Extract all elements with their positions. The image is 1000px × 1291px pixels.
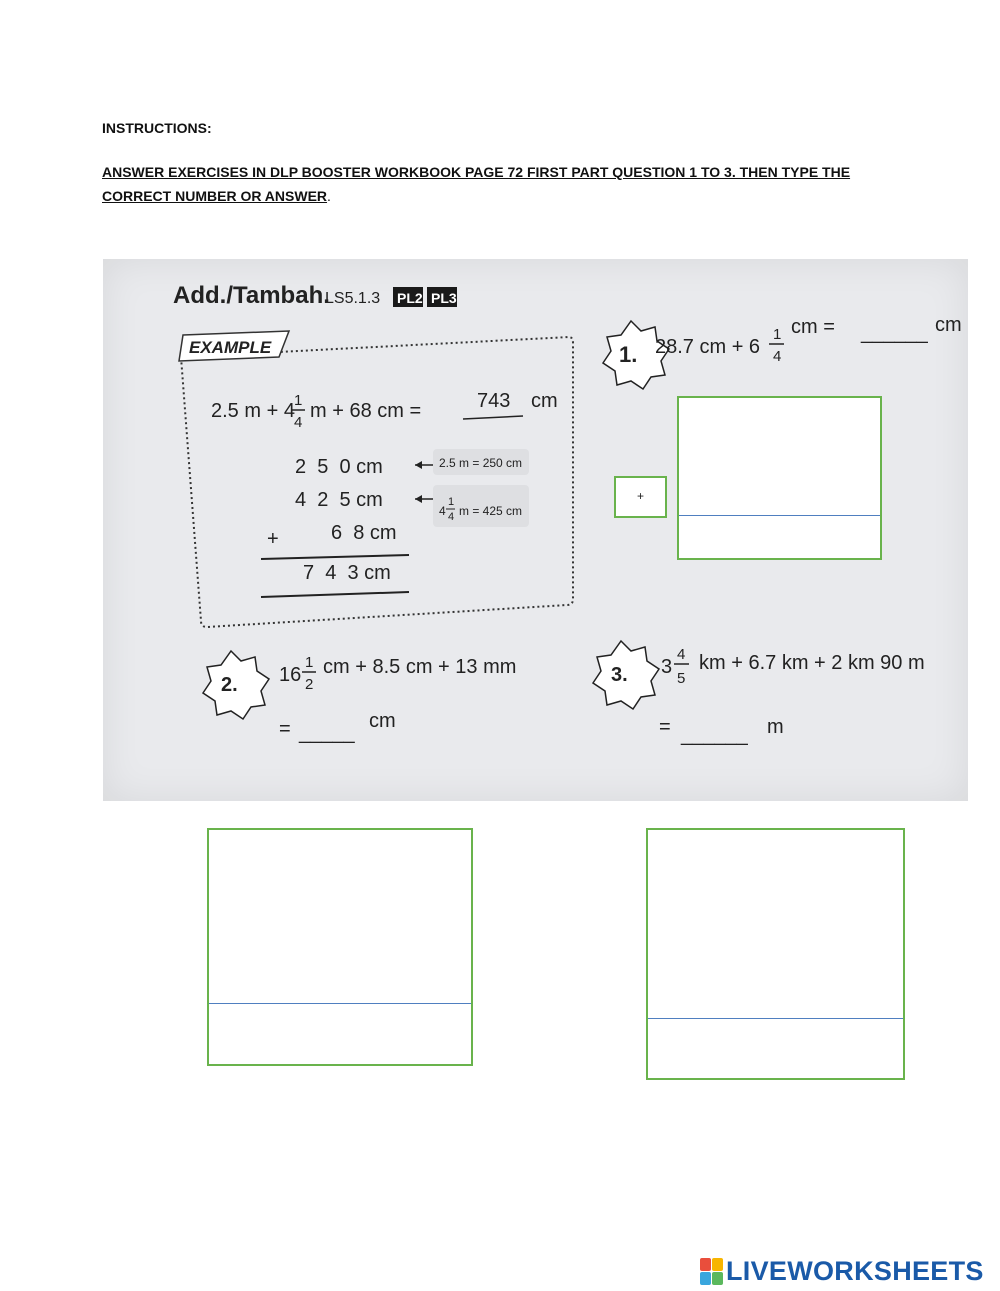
- q3-equals: =: [659, 716, 671, 738]
- q2-equals: =: [279, 718, 291, 740]
- liveworksheets-logo: [700, 1255, 984, 1287]
- example-eq-frac-den: 4: [294, 414, 303, 431]
- badge-pl3: PL3: [431, 290, 457, 306]
- operator-box[interactable]: [614, 476, 667, 518]
- q2-text-a: 16: [279, 664, 302, 686]
- q2-answer-divider: [209, 1003, 471, 1004]
- q3-frac-den: 5: [677, 670, 686, 687]
- q1-answer-box[interactable]: [677, 396, 882, 560]
- instructions-text: [102, 160, 872, 208]
- example-row-total: 7 4 3 cm: [303, 562, 391, 584]
- q2-frac-num: 1: [305, 654, 314, 671]
- liveworksheets-logo-icon: [700, 1258, 722, 1284]
- example-label: EXAMPLE: [189, 338, 272, 357]
- example-eq-unit: cm: [531, 390, 558, 412]
- example-note-2-den: 4: [448, 511, 455, 523]
- q1-frac-den: 4: [773, 348, 782, 365]
- q3-unit: m: [767, 716, 784, 738]
- q2-text-b: cm + 8.5 cm + 13 mm: [323, 656, 517, 678]
- q2-number: 2.: [221, 674, 238, 696]
- example-note-2-rest: m = 425 cm: [459, 504, 523, 518]
- q3-frac-num: 4: [677, 646, 686, 663]
- q1-text-b: cm =: [791, 316, 835, 338]
- q3-text-b: km + 6.7 km + 2 km 90 m: [699, 652, 925, 674]
- q3-text-a: 3: [661, 656, 673, 678]
- operator-symbol: +: [637, 489, 645, 503]
- arrow-2-head-icon: [415, 495, 422, 503]
- arrow-1-head-icon: [415, 461, 422, 469]
- q1-answer-divider: [679, 515, 880, 516]
- q3-answer-divider: [648, 1018, 903, 1019]
- worksheet-title: Add./Tambah.: [173, 282, 330, 309]
- example-eq-answer: 743: [477, 390, 511, 412]
- q2-unit: cm: [369, 710, 396, 732]
- example-sum-line-bottom: [261, 592, 409, 597]
- example-sum-line-top: [261, 555, 409, 559]
- q2-blank: _____: [299, 722, 355, 744]
- liveworksheets-wordmark: LIVEWORKSHEETS: [726, 1255, 984, 1286]
- q3-answer-box[interactable]: [646, 828, 905, 1080]
- example-row-2: 4 2 5 cm: [295, 489, 383, 511]
- q1-number: 1.: [619, 342, 638, 367]
- q2-answer-box[interactable]: [207, 828, 473, 1066]
- example-note-2-whole: 4: [439, 504, 446, 518]
- example-plus: +: [267, 528, 279, 550]
- q1-unit: cm: [935, 314, 962, 336]
- badge-pl2: PL2: [397, 290, 423, 306]
- example-eq-answer-line: [463, 416, 523, 419]
- example-eq-frac-num: 1: [294, 392, 303, 409]
- instructions-body: ANSWER EXERCISES IN DLP BOOSTER WORKBOOK PAGE 72 FIRST PART QUESTION 1 TO 3. THEN TYPE THE CORRECT NUMBER OR ANSWER: [102, 164, 851, 204]
- instructions-period: .: [327, 188, 331, 204]
- example-row-3: 6 8 cm: [331, 522, 397, 544]
- q1-frac-num: 1: [773, 326, 782, 343]
- q3-number: 3.: [611, 664, 628, 686]
- example-eq-b: m + 68 cm =: [310, 400, 422, 422]
- q3-blank: ______: [681, 724, 748, 746]
- q2-frac-den: 2: [305, 676, 314, 693]
- example-eq-a: 2.5 m + 4: [211, 400, 295, 422]
- worksheet-code: LS5.1.3: [325, 290, 381, 307]
- q1-text-a: 28.7 cm + 6: [655, 336, 761, 358]
- example-note-1: 2.5 m = 250 cm: [439, 456, 523, 470]
- example-note-2-num: 1: [448, 496, 455, 508]
- q1-blank: ______: [861, 322, 928, 344]
- example-row-1: 2 5 0 cm: [295, 456, 383, 478]
- instructions-heading: INSTRUCTIONS:: [102, 120, 212, 136]
